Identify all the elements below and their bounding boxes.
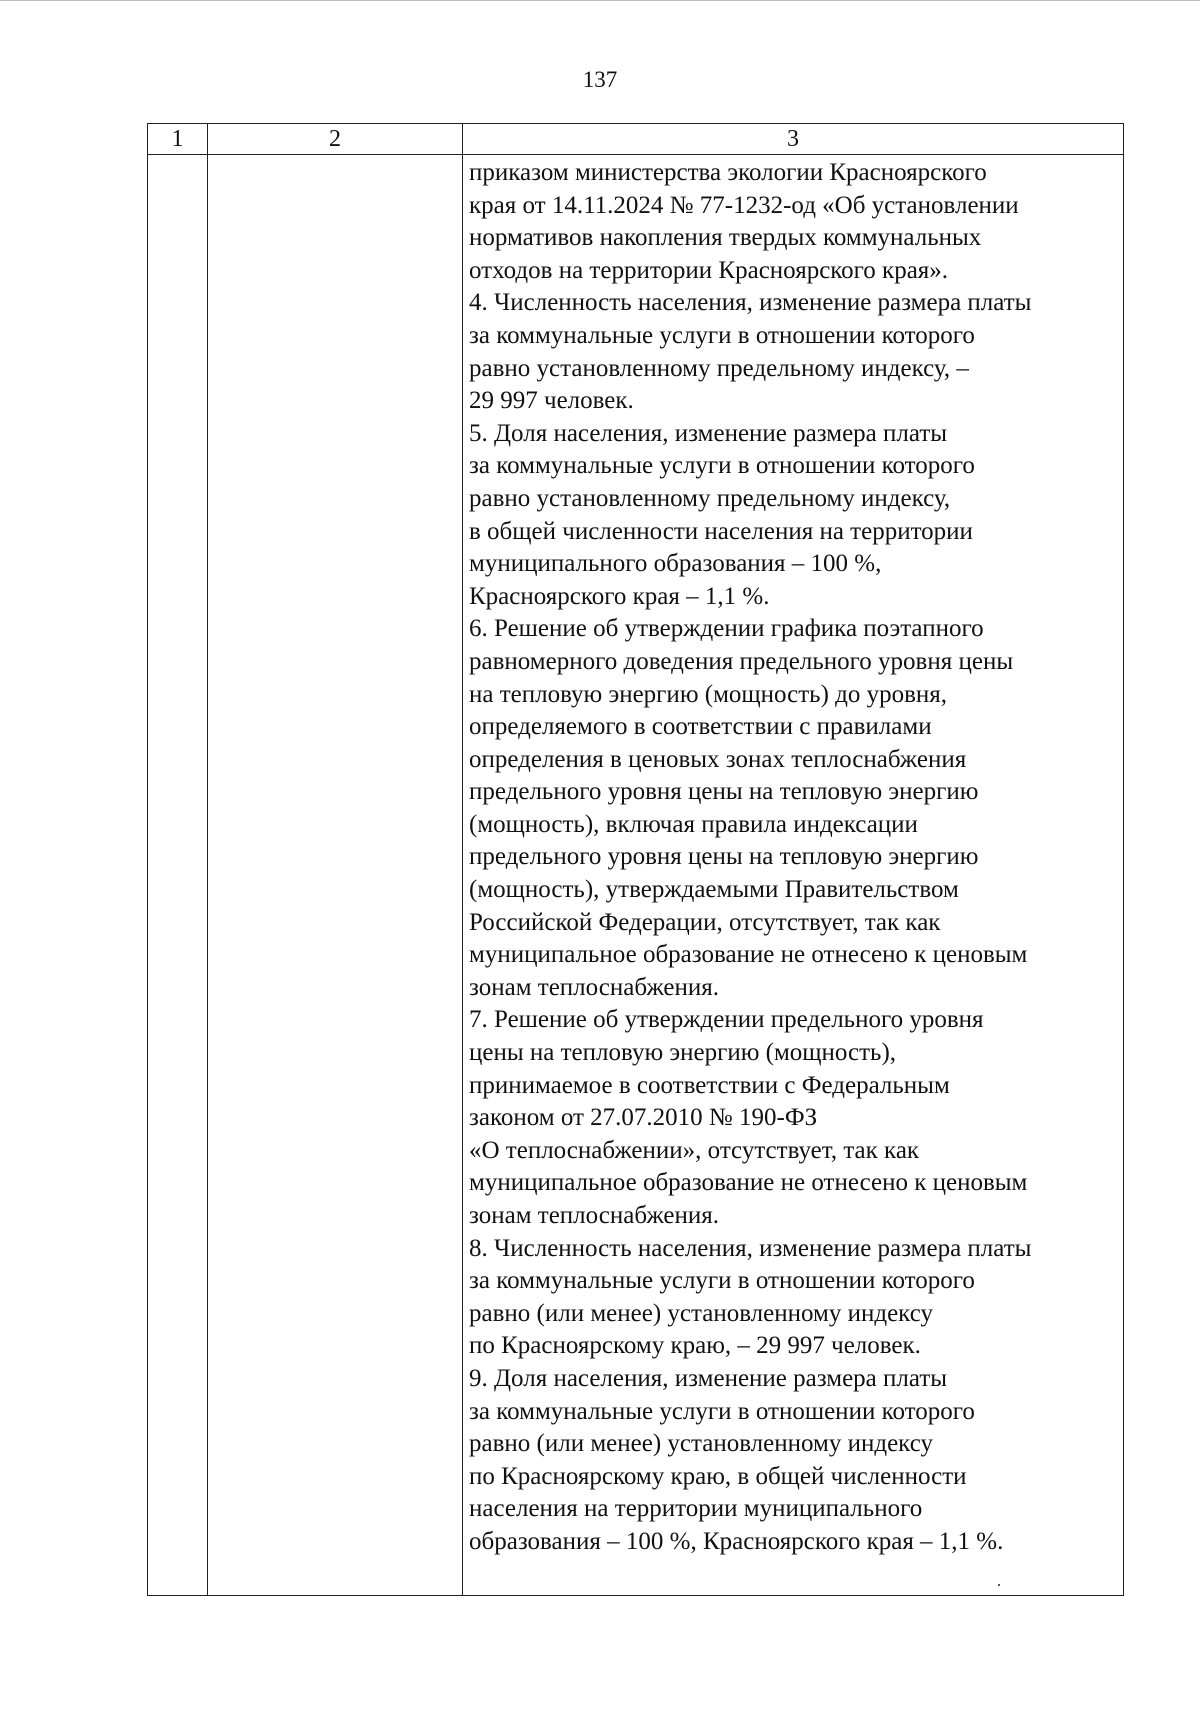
col3-text-block xyxy=(463,155,1123,1563)
text-line: равно (или менее) установленному индексу xyxy=(469,1299,933,1327)
text-line: края от 14.11.2024 № 77-1232-од «Об установлении xyxy=(469,191,1019,219)
text-line: муниципальное образование не отнесено к ценовым xyxy=(469,941,1028,969)
column-header-3: 3 xyxy=(463,124,1124,155)
text-line: определяемого в соответствии с правилами xyxy=(469,713,932,741)
text-line: Красноярского края – 1,1 %. xyxy=(469,582,770,610)
text-line: 6. Решение об утверждении графика поэтапного xyxy=(469,615,984,643)
text-line: за коммунальные услуги в отношении которого xyxy=(469,1397,975,1425)
text-line: (мощность), включая правила индексации xyxy=(469,810,918,838)
table-cell-col2 xyxy=(208,155,463,1596)
text-line: 29 997 человек. xyxy=(469,387,634,415)
text-line: (мощность), утверждаемыми Правительством xyxy=(469,876,959,904)
text-line: 9. Доля населения, изменение размера платы xyxy=(469,1364,948,1392)
table-cell-col3 xyxy=(463,155,1124,1596)
table-cell-col1 xyxy=(148,155,208,1596)
text-line: нормативов накопления твердых коммунальных xyxy=(469,224,982,252)
text-line: муниципального образования – 100 %, xyxy=(469,550,882,578)
text-line: населения на территории муниципального xyxy=(469,1495,923,1523)
text-line: приказом министерства экологии Красноярского xyxy=(469,159,987,186)
table-row xyxy=(148,155,1124,1596)
text-line: образования – 100 %, Красноярского края – 1,1 %. xyxy=(469,1527,1004,1555)
text-line: равно (или менее) установленному индексу xyxy=(469,1430,933,1458)
text-line: 4. Численность населения, изменение размера платы xyxy=(469,289,1032,317)
text-line: равномерного доведения предельного уровня цены xyxy=(469,647,1014,675)
document-table xyxy=(147,123,1124,1596)
column-header-1: 1 xyxy=(148,124,208,155)
text-line: за коммунальные услуги в отношении которого xyxy=(469,321,975,349)
text-line: зонам теплоснабжения. xyxy=(469,1202,719,1229)
column-header-2: 2 xyxy=(208,124,463,155)
text-line: предельного уровня цены на тепловую энергию xyxy=(469,843,979,871)
page-number: 137 xyxy=(582,67,618,92)
text-line: Российской Федерации, отсутствует, так как xyxy=(469,908,941,936)
text-line: в общей численности населения на территории xyxy=(469,517,973,545)
text-line: предельного уровня цены на тепловую энергию xyxy=(469,778,979,806)
text-line: принимаемое в соответствии с Федеральным xyxy=(469,1071,950,1099)
text-line: законом от 27.07.2010 № 190-ФЗ xyxy=(469,1104,818,1132)
text-line: зонам теплоснабжения. xyxy=(469,973,719,1001)
page-top-edge xyxy=(0,0,1200,1)
text-line: муниципальное образование не отнесено к ценовым xyxy=(469,1169,1028,1197)
text-line: определения в ценовых зонах теплоснабжения xyxy=(469,745,967,773)
table-header-row xyxy=(148,124,1124,155)
scan-speck xyxy=(998,1584,1000,1586)
text-line: «О теплоснабжении», отсутствует, так как xyxy=(469,1136,920,1164)
text-line: цены на тепловую энергию (мощность), xyxy=(469,1039,897,1067)
text-line: 5. Доля населения, изменение размера платы xyxy=(469,419,948,447)
text-line: 7. Решение об утверждении предельного уровня xyxy=(469,1006,984,1034)
text-line: за коммунальные услуги в отношении которого xyxy=(469,452,975,480)
text-line: отходов на территории Красноярского края». xyxy=(469,256,949,284)
text-line: равно установленному предельному индексу, xyxy=(469,484,951,512)
text-line: по Красноярскому краю, – 29 997 человек. xyxy=(469,1332,921,1360)
text-line: 8. Численность населения, изменение размера платы xyxy=(469,1234,1032,1262)
text-line: на тепловую энергию (мощность) до уровня, xyxy=(469,680,948,708)
text-line: за коммунальные услуги в отношении которого xyxy=(469,1267,975,1295)
text-line: равно установленному предельному индексу, – xyxy=(469,354,969,382)
text-line: по Красноярскому краю, в общей численности xyxy=(469,1462,967,1490)
